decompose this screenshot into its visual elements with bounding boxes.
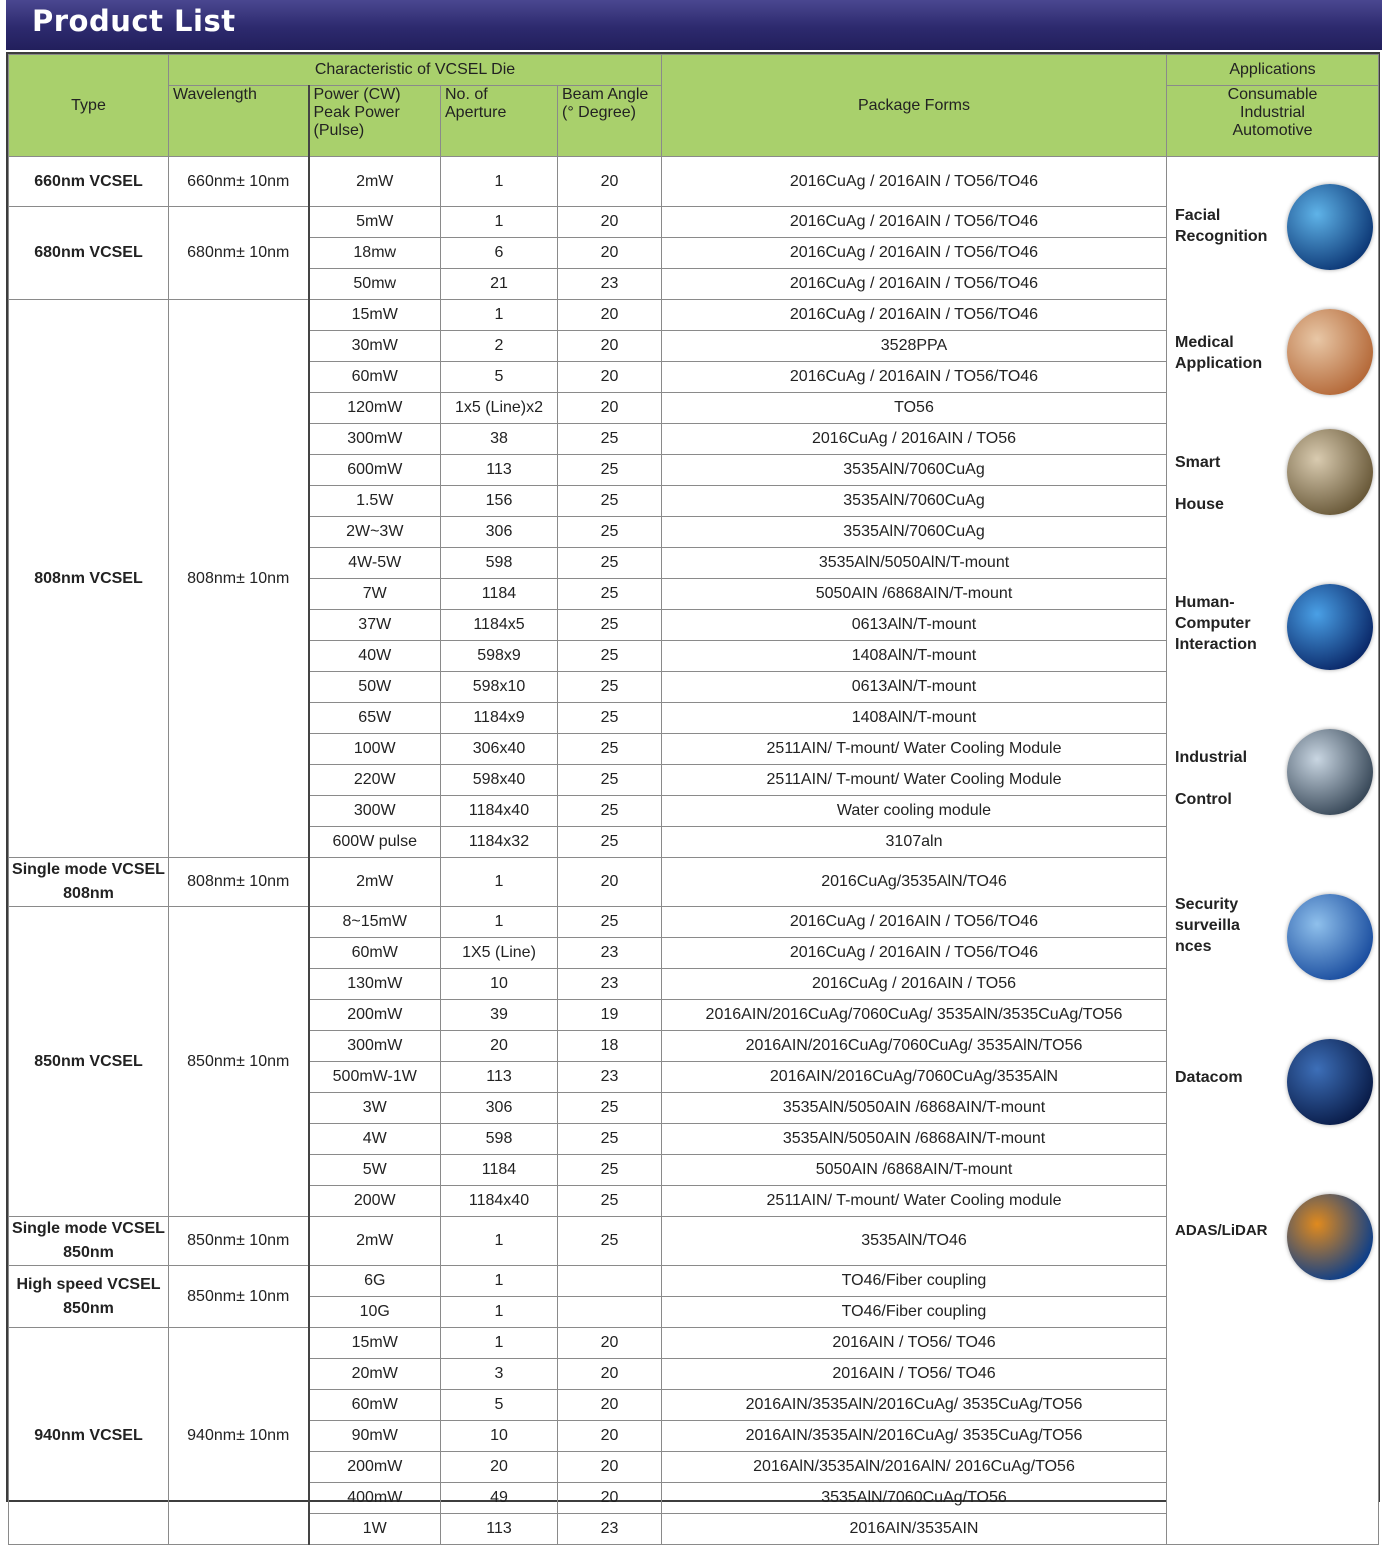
beam-angle-cell: 25 <box>558 703 662 734</box>
beam-angle-cell: 23 <box>558 1062 662 1093</box>
aperture-cell: 113 <box>441 1062 558 1093</box>
power-cell: 20mW <box>309 1359 441 1390</box>
power-cell: 3W <box>309 1093 441 1124</box>
aperture-cell: 6 <box>441 238 558 269</box>
application-label: Smart House <box>1175 454 1224 513</box>
beam-angle-cell: 25 <box>558 641 662 672</box>
package-cell: 5050AIN /6868AIN/T-mount <box>662 1155 1167 1186</box>
header-applications: Applications <box>1167 55 1379 86</box>
beam-angle-cell <box>558 1266 662 1297</box>
power-cell: 2mW <box>309 1217 441 1266</box>
power-cell: 8~15mW <box>309 907 441 938</box>
header-wavelength: Wavelength <box>169 86 309 157</box>
beam-angle-cell: 20 <box>558 1421 662 1452</box>
beam-angle-cell: 20 <box>558 1359 662 1390</box>
aperture-cell: 306 <box>441 517 558 548</box>
power-cell: 400mW <box>309 1483 441 1514</box>
application-label: Security surveilla nces <box>1175 896 1240 955</box>
aperture-cell: 5 <box>441 362 558 393</box>
power-cell: 5mW <box>309 207 441 238</box>
aperture-cell: 1 <box>441 1217 558 1266</box>
package-cell: TO56 <box>662 393 1167 424</box>
aperture-cell: 5 <box>441 1390 558 1421</box>
wavelength-cell: 808nm± 10nm <box>169 300 309 858</box>
aperture-cell: 1184x40 <box>441 796 558 827</box>
beam-angle-cell: 20 <box>558 207 662 238</box>
package-cell: 2016AIN/3535AlN/2016CuAg/ 3535CuAg/TO56 <box>662 1421 1167 1452</box>
package-cell: 2016CuAg/3535AlN/TO46 <box>662 858 1167 907</box>
power-cell: 200mW <box>309 1452 441 1483</box>
package-cell: 2016AIN/2016CuAg/7060CuAg/3535AlN <box>662 1062 1167 1093</box>
beam-angle-cell: 20 <box>558 1328 662 1359</box>
power-cell: 2W~3W <box>309 517 441 548</box>
beam-angle-cell: 25 <box>558 1155 662 1186</box>
package-cell: TO46/Fiber coupling <box>662 1297 1167 1328</box>
facial-recognition-icon <box>1287 184 1373 270</box>
type-cell: Single mode VCSEL 850nm <box>9 1217 169 1266</box>
package-cell: 2016CuAg / 2016AIN / TO56/TO46 <box>662 907 1167 938</box>
application-label: Human- Computer Interaction <box>1175 594 1257 653</box>
power-cell: 5W <box>309 1155 441 1186</box>
aperture-cell: 1x5 (Line)x2 <box>441 393 558 424</box>
beam-angle-cell: 25 <box>558 610 662 641</box>
package-cell: Water cooling module <box>662 796 1167 827</box>
aperture-cell: 38 <box>441 424 558 455</box>
aperture-cell: 49 <box>441 1483 558 1514</box>
beam-angle-cell: 25 <box>558 1124 662 1155</box>
aperture-cell: 1 <box>441 1266 558 1297</box>
industrial-machine-icon <box>1287 729 1373 815</box>
application-item <box>1167 307 1379 407</box>
application-item <box>1167 427 1379 527</box>
package-cell: 2016AlN/3535AlN/2016AlN/ 2016CuAg/TO56 <box>662 1452 1167 1483</box>
application-item <box>1167 1192 1379 1292</box>
car-lidar-icon <box>1287 1194 1373 1280</box>
aperture-cell: 598 <box>441 548 558 579</box>
power-cell: 300W <box>309 796 441 827</box>
power-cell: 200mW <box>309 1000 441 1031</box>
aperture-cell: 1 <box>441 1297 558 1328</box>
beam-angle-cell: 25 <box>558 1186 662 1217</box>
aperture-cell: 1 <box>441 157 558 207</box>
aperture-cell: 113 <box>441 1514 558 1545</box>
package-cell: 2016CuAg / 2016AIN / TO56/TO46 <box>662 157 1167 207</box>
beam-angle-cell: 20 <box>558 331 662 362</box>
beam-angle-cell: 23 <box>558 269 662 300</box>
package-cell: 3107aln <box>662 827 1167 858</box>
power-cell: 7W <box>309 579 441 610</box>
application-item <box>1167 892 1379 992</box>
package-cell: 2016CuAg / 2016AIN / TO56/TO46 <box>662 362 1167 393</box>
power-cell: 40W <box>309 641 441 672</box>
handshake-icon <box>1287 584 1373 670</box>
application-label: Facial Recognition <box>1175 207 1268 245</box>
power-cell: 4W <box>309 1124 441 1155</box>
product-table <box>8 54 1379 1545</box>
package-cell: 2016CuAg / 2016AIN / TO56/TO46 <box>662 269 1167 300</box>
beam-angle-cell: 25 <box>558 424 662 455</box>
city-network-icon <box>1287 1039 1373 1125</box>
package-cell: 2016AIN / TO56/ TO46 <box>662 1328 1167 1359</box>
aperture-cell: 306x40 <box>441 734 558 765</box>
power-cell: 50mw <box>309 269 441 300</box>
table-row <box>9 157 1379 207</box>
type-cell: 940nm VCSEL <box>9 1328 169 1545</box>
type-cell: 808nm VCSEL <box>9 300 169 858</box>
aperture-cell: 1 <box>441 907 558 938</box>
power-cell: 1W <box>309 1514 441 1545</box>
beam-angle-cell: 25 <box>558 827 662 858</box>
beam-angle-cell: 20 <box>558 157 662 207</box>
package-cell: 5050AIN /6868AIN/T-mount <box>662 579 1167 610</box>
aperture-cell: 598x40 <box>441 765 558 796</box>
package-cell: 2016AIN/3535AIN <box>662 1514 1167 1545</box>
type-cell: Single mode VCSEL 808nm <box>9 858 169 907</box>
type-cell: 660nm VCSEL <box>9 157 169 207</box>
package-cell: 2016CuAg / 2016AIN / TO56/TO46 <box>662 300 1167 331</box>
aperture-cell: 1184x5 <box>441 610 558 641</box>
wavelength-cell: 850nm± 10nm <box>169 1217 309 1266</box>
aperture-cell: 20 <box>441 1031 558 1062</box>
wavelength-cell: 850nm± 10nm <box>169 907 309 1217</box>
beam-angle-cell: 25 <box>558 455 662 486</box>
package-cell: 3535AlN/TO46 <box>662 1217 1167 1266</box>
power-cell: 15mW <box>309 1328 441 1359</box>
power-cell: 1.5W <box>309 486 441 517</box>
applications-column <box>1167 157 1379 1545</box>
power-cell: 60mW <box>309 362 441 393</box>
power-cell: 6G <box>309 1266 441 1297</box>
power-cell: 10G <box>309 1297 441 1328</box>
package-cell: 3535AlN/7060CuAg/TO56 <box>662 1483 1167 1514</box>
aperture-cell: 598 <box>441 1124 558 1155</box>
package-cell: 2511AIN/ T-mount/ Water Cooling Module <box>662 765 1167 796</box>
package-cell: 1408AlN/T-mount <box>662 641 1167 672</box>
aperture-cell: 20 <box>441 1452 558 1483</box>
application-label: Industrial Control <box>1175 749 1248 808</box>
power-cell: 4W-5W <box>309 548 441 579</box>
power-cell: 200W <box>309 1186 441 1217</box>
power-cell: 600mW <box>309 455 441 486</box>
type-cell: High speed VCSEL 850nm <box>9 1266 169 1328</box>
page-title: Product List <box>32 4 236 38</box>
beam-angle-cell: 20 <box>558 1390 662 1421</box>
power-cell: 130mW <box>309 969 441 1000</box>
package-cell: 3528PPA <box>662 331 1167 362</box>
beam-angle-cell: 25 <box>558 672 662 703</box>
header-row <box>9 55 1379 86</box>
package-cell: 2511AIN/ T-mount/ Water Cooling module <box>662 1186 1167 1217</box>
package-cell: 2016AIN / TO56/ TO46 <box>662 1359 1167 1390</box>
beam-angle-cell: 18 <box>558 1031 662 1062</box>
package-cell: 0613AlN/T-mount <box>662 672 1167 703</box>
beam-angle-cell: 20 <box>558 300 662 331</box>
aperture-cell: 598x9 <box>441 641 558 672</box>
beam-angle-cell: 20 <box>558 858 662 907</box>
beam-angle-cell: 25 <box>558 734 662 765</box>
beam-angle-cell: 25 <box>558 796 662 827</box>
aperture-cell: 1184x32 <box>441 827 558 858</box>
application-label: Medical Application <box>1175 334 1263 372</box>
header-power: Power (CW) Peak Power (Pulse) <box>309 86 441 157</box>
aperture-cell: 156 <box>441 486 558 517</box>
wavelength-cell: 660nm± 10nm <box>169 157 309 207</box>
package-cell: 2016CuAg / 2016AIN / TO56 <box>662 969 1167 1000</box>
power-cell: 2mW <box>309 157 441 207</box>
wavelength-cell: 808nm± 10nm <box>169 858 309 907</box>
header-characteristic: Characteristic of VCSEL Die <box>169 55 662 86</box>
beam-angle-cell: 20 <box>558 362 662 393</box>
power-cell: 60mW <box>309 1390 441 1421</box>
header-aperture: No. of Aperture <box>441 86 558 157</box>
beam-angle-cell: 25 <box>558 548 662 579</box>
beam-angle-cell: 25 <box>558 579 662 610</box>
aperture-cell: 113 <box>441 455 558 486</box>
wavelength-cell: 680nm± 10nm <box>169 207 309 300</box>
aperture-cell: 21 <box>441 269 558 300</box>
power-cell: 2mW <box>309 858 441 907</box>
package-cell: TO46/Fiber coupling <box>662 1266 1167 1297</box>
aperture-cell: 1184x40 <box>441 1186 558 1217</box>
package-cell: 0613AlN/T-mount <box>662 610 1167 641</box>
aperture-cell: 598x10 <box>441 672 558 703</box>
beam-angle-cell: 20 <box>558 1452 662 1483</box>
application-item <box>1167 1037 1379 1137</box>
power-cell: 500mW-1W <box>309 1062 441 1093</box>
aperture-cell: 1184x9 <box>441 703 558 734</box>
aperture-cell: 1 <box>441 1328 558 1359</box>
power-cell: 60mW <box>309 938 441 969</box>
power-cell: 15mW <box>309 300 441 331</box>
package-cell: 2016CuAg / 2016AIN / TO56/TO46 <box>662 207 1167 238</box>
package-cell: 2016AIN/2016CuAg/7060CuAg/ 3535AlN/TO56 <box>662 1031 1167 1062</box>
aperture-cell: 1184 <box>441 579 558 610</box>
power-cell: 18mw <box>309 238 441 269</box>
aperture-cell: 1 <box>441 207 558 238</box>
header-type: Type <box>9 55 169 157</box>
package-cell: 2016AIN/2016CuAg/7060CuAg/ 3535AlN/3535CuAg/TO56 <box>662 1000 1167 1031</box>
beam-angle-cell: 20 <box>558 1483 662 1514</box>
header-package: Package Forms <box>662 55 1167 157</box>
aperture-cell: 1 <box>441 858 558 907</box>
robot-vacuum-icon <box>1287 429 1373 515</box>
application-item <box>1167 182 1379 282</box>
application-label: Datacom <box>1175 1069 1243 1086</box>
title-bar <box>6 0 1382 50</box>
beam-angle-cell: 20 <box>558 393 662 424</box>
package-cell: 2016CuAg / 2016AIN / TO56/TO46 <box>662 938 1167 969</box>
aperture-cell: 3 <box>441 1359 558 1390</box>
aperture-cell: 10 <box>441 969 558 1000</box>
power-cell: 37W <box>309 610 441 641</box>
power-cell: 120mW <box>309 393 441 424</box>
aperture-cell: 1 <box>441 300 558 331</box>
type-cell: 680nm VCSEL <box>9 207 169 300</box>
power-cell: 300mW <box>309 424 441 455</box>
package-cell: 2511AIN/ T-mount/ Water Cooling Module <box>662 734 1167 765</box>
beam-angle-cell: 25 <box>558 486 662 517</box>
medical-scanner-icon <box>1287 309 1373 395</box>
beam-angle-cell: 25 <box>558 1093 662 1124</box>
beam-angle-cell: 25 <box>558 517 662 548</box>
beam-angle-cell: 19 <box>558 1000 662 1031</box>
power-cell: 100W <box>309 734 441 765</box>
aperture-cell: 1184 <box>441 1155 558 1186</box>
power-cell: 65W <box>309 703 441 734</box>
type-cell: 850nm VCSEL <box>9 907 169 1217</box>
wavelength-cell: 940nm± 10nm <box>169 1328 309 1545</box>
power-cell: 50W <box>309 672 441 703</box>
application-label: ADAS/LiDAR <box>1175 1222 1268 1239</box>
package-cell: 2016CuAg / 2016AIN / TO56/TO46 <box>662 238 1167 269</box>
power-cell: 600W pulse <box>309 827 441 858</box>
beam-angle-cell <box>558 1297 662 1328</box>
package-cell: 3535AlN/5050AIN /6868AIN/T-mount <box>662 1093 1167 1124</box>
application-item <box>1167 727 1379 827</box>
package-cell: 1408AlN/T-mount <box>662 703 1167 734</box>
power-cell: 30mW <box>309 331 441 362</box>
aperture-cell: 2 <box>441 331 558 362</box>
package-cell: 3535AlN/7060CuAg <box>662 517 1167 548</box>
power-cell: 90mW <box>309 1421 441 1452</box>
header-beam-angle: Beam Angle (° Degree) <box>558 86 662 157</box>
package-cell: 3535AlN/7060CuAg <box>662 455 1167 486</box>
application-item <box>1167 582 1379 682</box>
package-cell: 2016CuAg / 2016AIN / TO56 <box>662 424 1167 455</box>
beam-angle-cell: 25 <box>558 1217 662 1266</box>
beam-angle-cell: 25 <box>558 907 662 938</box>
aperture-cell: 10 <box>441 1421 558 1452</box>
package-cell: 3535AlN/5050AIN /6868AIN/T-mount <box>662 1124 1167 1155</box>
beam-angle-cell: 23 <box>558 1514 662 1545</box>
beam-angle-cell: 23 <box>558 969 662 1000</box>
package-cell: 3535AlN/7060CuAg <box>662 486 1167 517</box>
package-cell: 2016AIN/3535AlN/2016CuAg/ 3535CuAg/TO56 <box>662 1390 1167 1421</box>
beam-angle-cell: 23 <box>558 938 662 969</box>
aperture-cell: 306 <box>441 1093 558 1124</box>
package-cell: 3535AlN/5050AlN/T-mount <box>662 548 1167 579</box>
header-app-types: Consumable Industrial Automotive <box>1167 86 1379 157</box>
power-cell: 300mW <box>309 1031 441 1062</box>
aperture-cell: 39 <box>441 1000 558 1031</box>
power-cell: 220W <box>309 765 441 796</box>
beam-angle-cell: 25 <box>558 765 662 796</box>
aperture-cell: 1X5 (Line) <box>441 938 558 969</box>
beam-angle-cell: 20 <box>558 238 662 269</box>
wavelength-cell: 850nm± 10nm <box>169 1266 309 1328</box>
security-camera-icon <box>1287 894 1373 980</box>
